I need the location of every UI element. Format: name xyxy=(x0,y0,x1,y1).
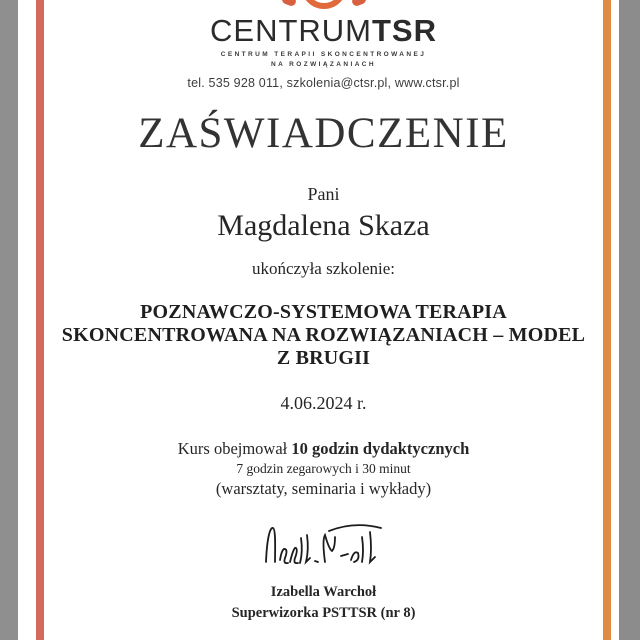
signer-name: Izabella Warchoł xyxy=(270,584,377,601)
brand-regular-part: CENTRUM xyxy=(210,13,372,48)
signer-title: Superwizorka PSTTSR (nr 8) xyxy=(231,604,416,621)
logo-right-dash-icon xyxy=(350,0,365,7)
logo-ring-icon xyxy=(301,0,347,9)
course-title-line1: POZNAWCZO-SYSTEMOWA TERAPIA xyxy=(140,300,507,323)
certificate-title: ZAŚWIADCZENIE xyxy=(138,109,509,157)
course-title xyxy=(44,301,603,371)
brand-tagline-line2: NA ROZWIĄZANIACH xyxy=(271,60,376,68)
course-date: 4.06.2024 r. xyxy=(280,392,367,413)
border-accent-right xyxy=(603,0,611,640)
course-title-line2: SKONCENTROWANA NA ROZWIĄZANIACH – MODEL xyxy=(61,323,586,346)
border-accent-left xyxy=(36,0,44,640)
brand-tagline xyxy=(44,50,603,70)
brand-bold-part: TSR xyxy=(372,13,437,48)
course-hours-type: (warsztaty, seminaria i wykłady) xyxy=(215,478,432,498)
course-hours xyxy=(44,438,603,458)
completion-text: ukończyła szkolenie: xyxy=(251,258,396,278)
contact-line: tel. 535 928 011, szkolenia@ctsr.pl, www.ctsr.pl xyxy=(187,75,460,90)
logo-left-dash-icon xyxy=(282,0,297,7)
course-hours-prefix: Kurs obejmował xyxy=(177,438,292,458)
brand-wordmark xyxy=(44,15,603,46)
salutation: Pani xyxy=(307,183,340,204)
centrum-tsr-logo-icon xyxy=(282,0,366,10)
course-title-line3: Z BRUGII xyxy=(276,347,371,370)
viewer-gutter-left xyxy=(0,0,18,640)
signature-image xyxy=(44,518,603,570)
brand-tagline-line1: CENTRUM TERAPII SKONCENTROWANEJ xyxy=(220,51,427,58)
course-hours-detail: 7 godzin zegarowych i 30 minut xyxy=(236,461,411,477)
certificate-content xyxy=(44,0,603,622)
viewer-gutter-right xyxy=(619,0,640,640)
recipient-name: Magdalena Skaza xyxy=(217,208,430,242)
course-hours-amount: 10 godzin dydaktycznych xyxy=(291,438,470,458)
